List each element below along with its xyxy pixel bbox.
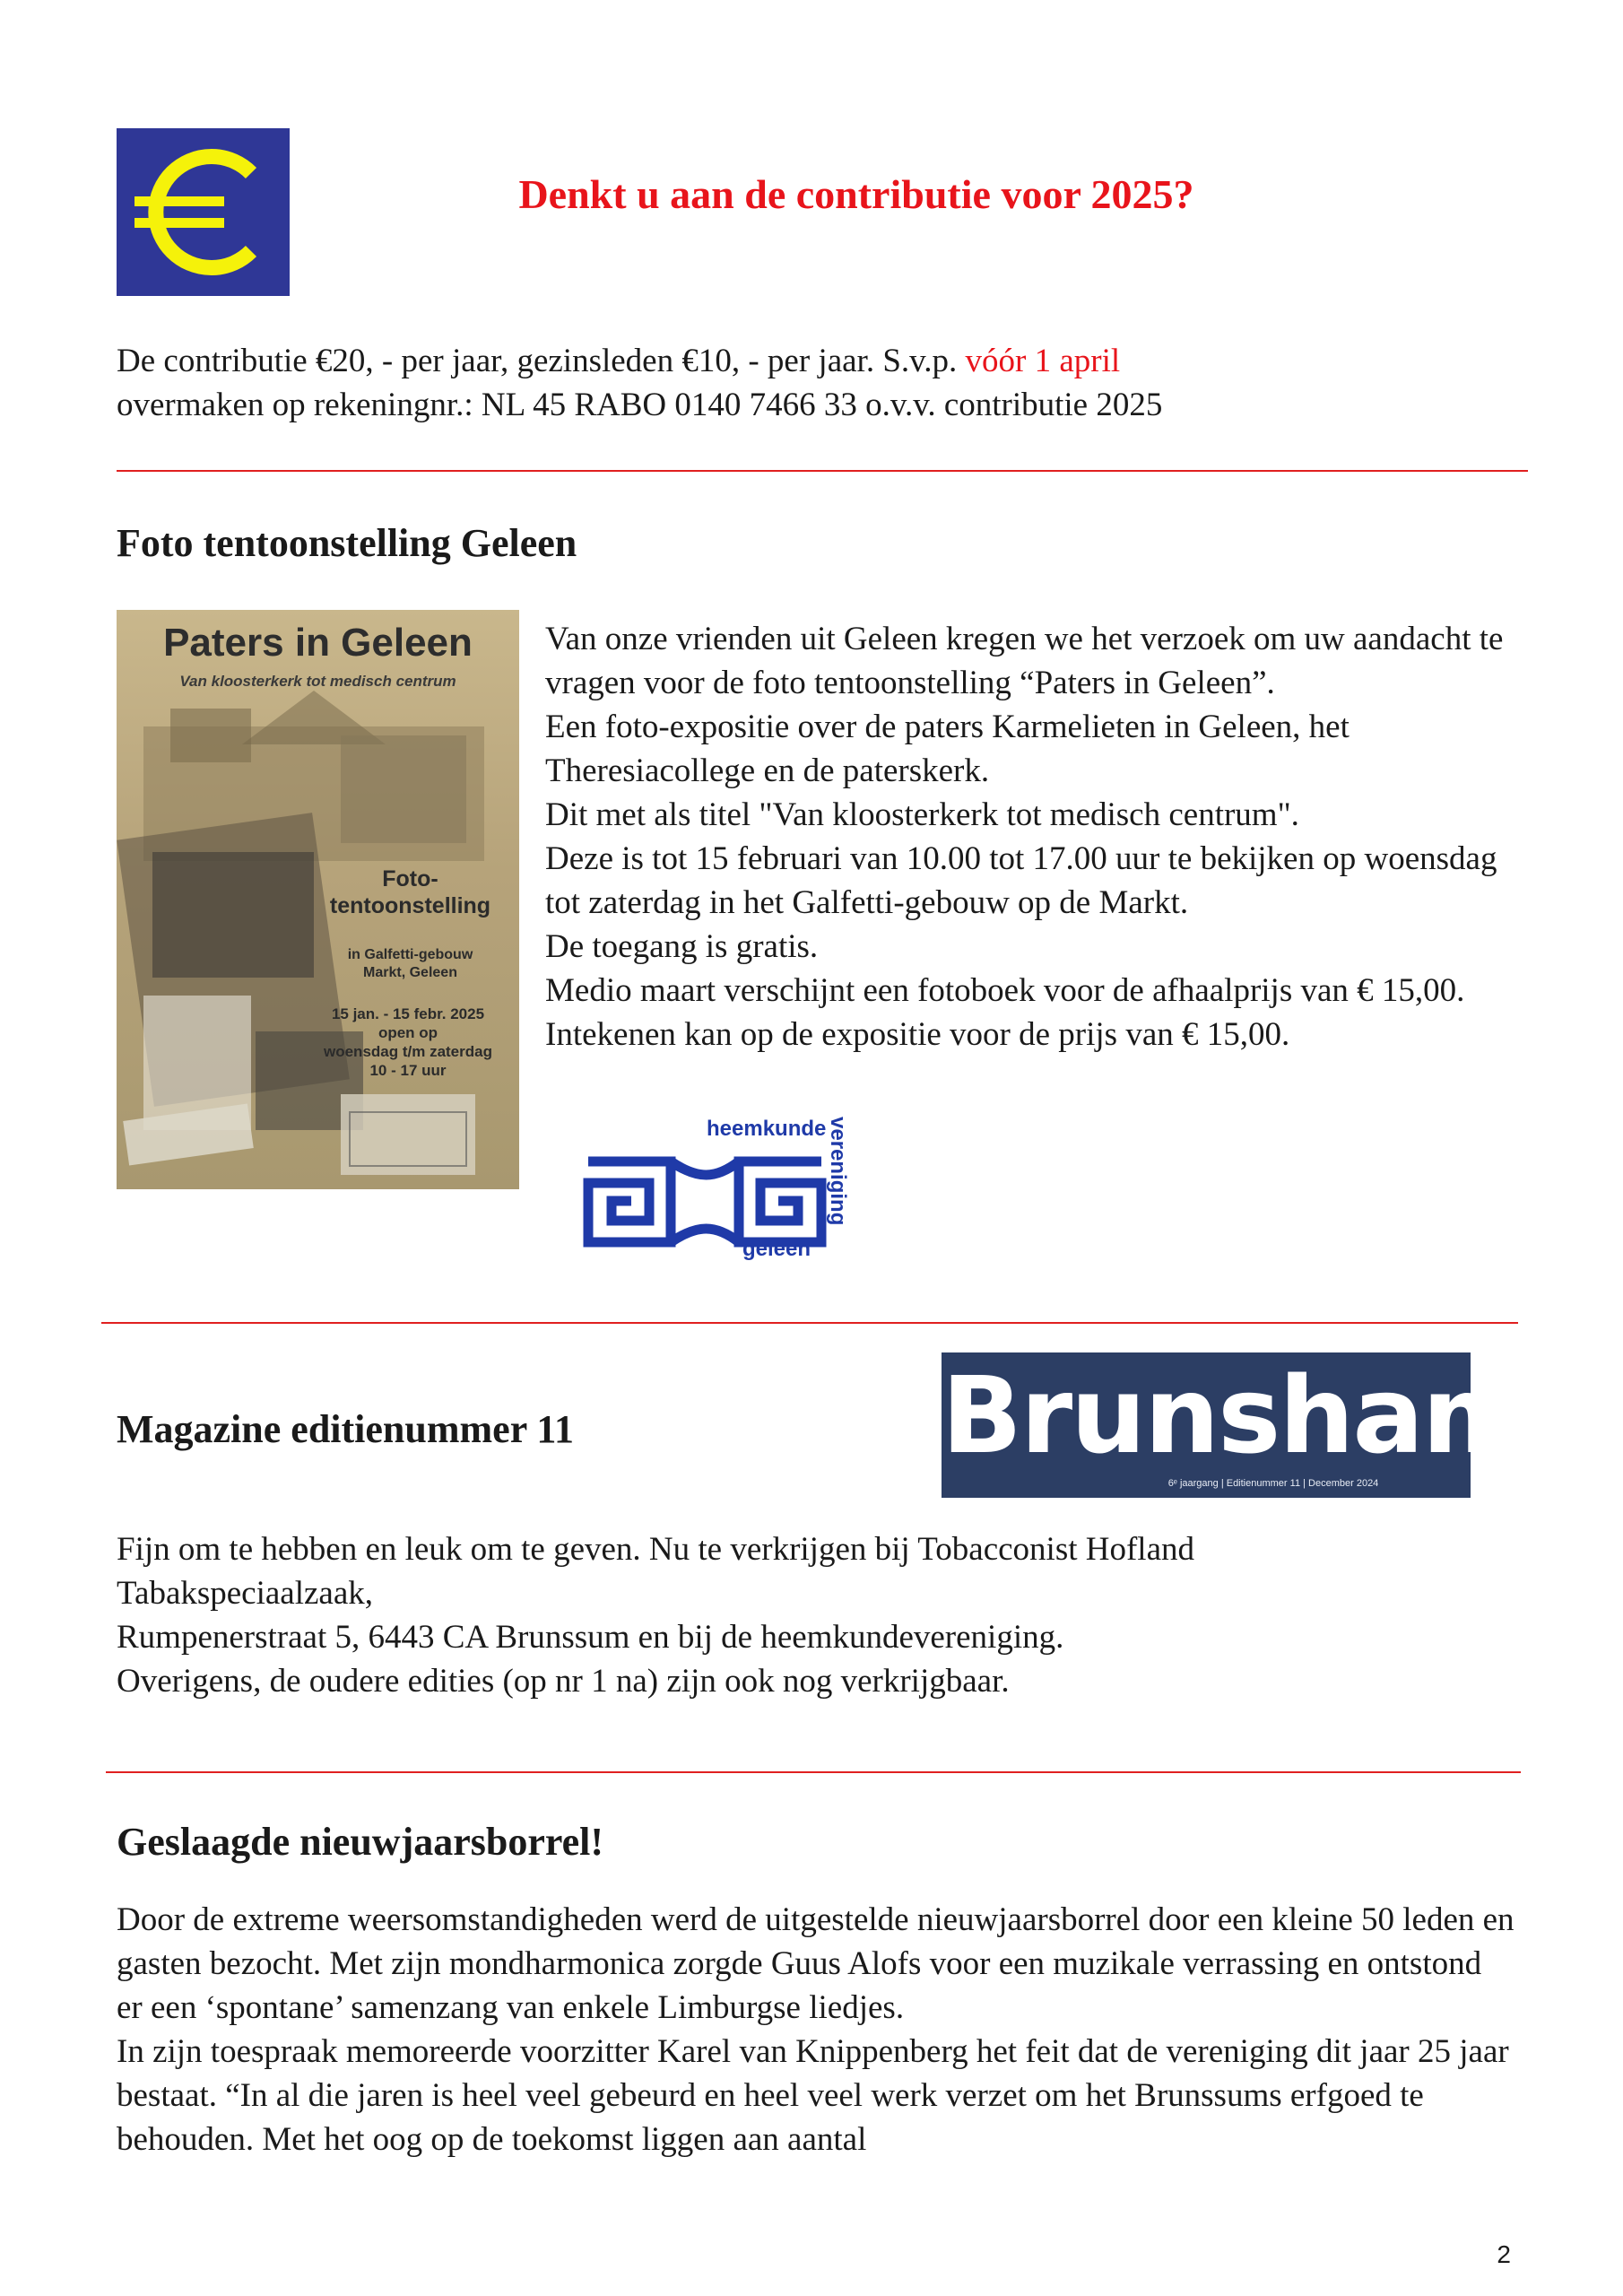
magazine-text <box>117 1527 1515 1703</box>
section-divider <box>117 470 1528 472</box>
foto-paragraph: De toegang is gratis. <box>545 928 819 965</box>
poster-title: Paters in Geleen <box>163 621 473 665</box>
contributie-line1: De contributie €20, - per jaar, gezinsleden €10, - per jaar. S.v.p. <box>117 343 958 379</box>
poster-hours: 10 - 17 uur <box>369 1062 447 1079</box>
brunsham-title: Brunsham <box>942 1353 1531 1477</box>
foto-paragraph: Deze is tot 15 februari van 10.00 tot 17.00 uur te bekijken op woensdag tot zaterdag in het Galfetti-gebouw op de Markt. <box>545 840 1497 921</box>
borrel-text <box>117 1898 1515 2161</box>
section-divider <box>101 1322 1518 1324</box>
heemkunde-word: heemkunde <box>707 1117 827 1141</box>
borrel-heading: Geslaagde nieuwjaarsborrel! <box>117 1820 604 1864</box>
poster-venue-line1: in Galfetti-gebouw <box>347 947 473 962</box>
contributie-title: Denkt u aan de contributie voor 2025? <box>518 171 1194 217</box>
borrel-paragraph: Door de extreme weersomstandigheden werd de uitgestelde nieuwjaarsborrel door een kleine 50 leden en gasten bezocht. Met zijn mondharmonica zorgde Guus Alofs voor een muzikale verrassing en ontstond er een ‘spontane’ samenzang van enkele Limburgse liedjes. <box>117 1901 1515 2026</box>
magazine-paragraph: Rumpenerstraat 5, 6443 CA Brunssum en bij de heemkundevereniging. <box>117 1619 1064 1656</box>
page-number: 2 <box>1497 2240 1511 2268</box>
magazine-paragraph: Overigens, de oudere edities (op nr 1 na) zijn ook nog verkrijgbaar. <box>117 1663 1010 1700</box>
magazine-paragraph: Fijn om te hebben en leuk om te geven. Nu te verkrijgen bij Tobacconist Hofland Tabakspeciaalzaak, <box>117 1531 1195 1612</box>
magazine-heading: Magazine editienummer 11 <box>117 1407 574 1451</box>
vereniging-word: vereniging <box>826 1117 850 1226</box>
contributie-line2: overmaken op rekeningnr.: NL 45 RABO 0140 7466 33 o.v.v. contributie 2025 <box>117 387 1163 423</box>
brunsham-banner <box>942 1352 1531 1498</box>
geleen-word: geleen <box>742 1237 812 1261</box>
foto-paragraph: Dit met als titel "Van kloosterkerk tot medisch centrum". <box>545 796 1299 833</box>
heemkunde-logo <box>581 1108 868 1265</box>
poster-exhibit-line1: Foto- <box>382 866 438 891</box>
brunsham-edition: 6ᵉ jaargang | Editienummer 11 | December 2024 <box>1167 1478 1379 1489</box>
section-divider <box>106 1771 1521 1773</box>
borrel-paragraph: In zijn toespraak memoreerde voorzitter Karel van Knippenberg het feit dat de vereniging dit jaar 25 jaar bestaat. “In al die jaren is heel veel gebeurd en heel veel werk verzet om het Brunssums erfgoed te behouden. Met het oog op de toekomst liggen aan aantal <box>117 2033 1509 2158</box>
euro-logo <box>117 128 290 296</box>
poster-exhibit-line2: tentoonstelling <box>329 893 491 918</box>
euro-icon <box>117 128 290 296</box>
poster-subtitle: Van kloosterkerk tot medisch centrum <box>179 673 456 690</box>
poster-open1: open op <box>378 1024 438 1041</box>
contributie-text <box>117 339 1533 427</box>
foto-paragraph: Van onze vrienden uit Geleen kregen we het verzoek om uw aandacht te vragen voor de foto tentoonstelling “Paters in Geleen”. <box>545 621 1504 701</box>
foto-text <box>545 617 1532 1057</box>
deadline-highlight: vóór 1 april <box>965 343 1121 379</box>
foto-paragraph: Een foto-expositie over de paters Karmelieten in Geleen, het Theresiacollege en de paterskerk. <box>545 709 1350 789</box>
poster-dates: 15 jan. - 15 febr. 2025 <box>331 1005 485 1022</box>
poster-open2: woensdag t/m zaterdag <box>324 1043 492 1060</box>
exhibition-poster <box>117 610 519 1189</box>
foto-paragraph: Medio maart verschijnt een fotoboek voor de afhaalprijs van € 15,00. Intekenen kan op de expositie voor de prijs van € 15,00. <box>545 972 1465 1053</box>
foto-heading: Foto tentoonstelling Geleen <box>117 521 577 565</box>
poster-venue-line2: Markt, Geleen <box>363 965 457 980</box>
